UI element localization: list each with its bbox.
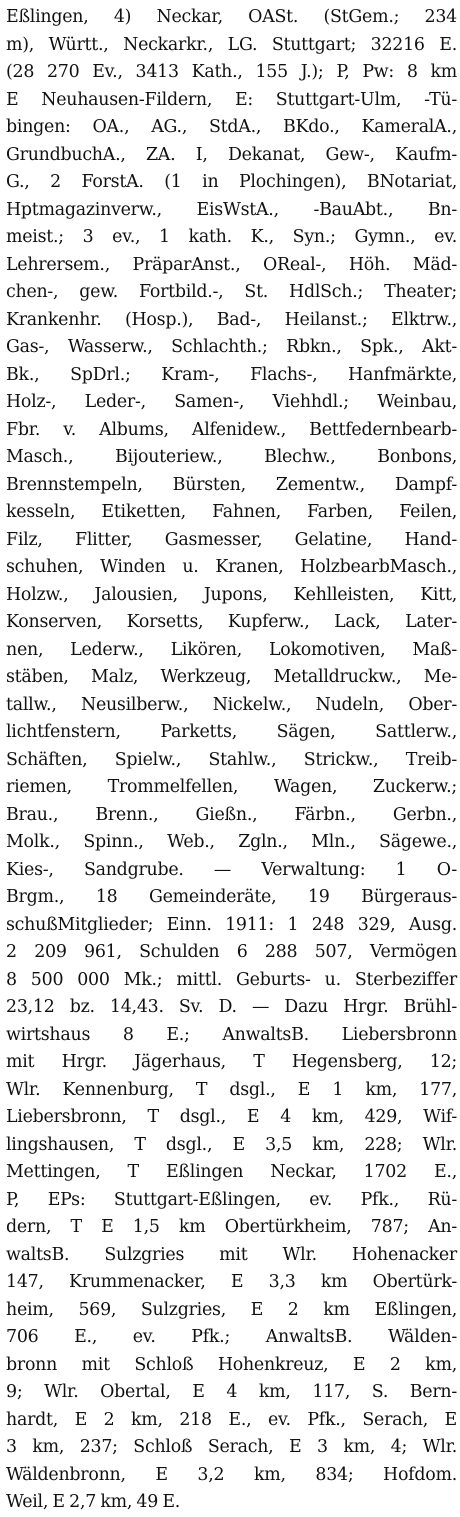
entry-line: Hptmagazinverw., EisWstA., -BauAbt., Bn- — [6, 199, 457, 220]
entry-line: Gas-, Wasserw., Schlachth.; Rbkn., Spk., Akt- — [6, 337, 457, 357]
entry-line: waltsB. Sulzgries mit Wlr. Hohenacker — [6, 1244, 457, 1265]
entry-line: GrundbuchA., ZA. I, Dekanat, Gew-, Kaufm- — [6, 144, 457, 165]
entry-line: 2 209 961, Schulden 6 288 507, Vermögen — [6, 942, 457, 962]
entry-line: wirtshaus 8 E.; AnwaltsB. Liebersbronn — [6, 1024, 457, 1045]
entry-line: Wlr. Kennenburg, T dsgl., E 1 km, 177, — [6, 1079, 457, 1100]
entry-line: 9; Wlr. Obertal, E 4 km, 117, S. Bern- — [6, 1382, 457, 1402]
entry-line: 706 E., ev. Pfk.; AnwaltsB. Wälden- — [6, 1327, 457, 1347]
entry-line: (28 270 Ev., 3413 Kath., 155 J.); P, Pw: 8 km — [6, 62, 457, 82]
entry-line: P, EPs: Stuttgart-Eßlingen, ev. Pfk., Rü- — [6, 1189, 457, 1210]
entry-line: G., 2 ForstA. (1 in Plochingen), BNotariat, — [6, 172, 457, 192]
entry-line: schußMitglieder; Einn. 1911: 1 248 329, Ausg. — [6, 914, 457, 935]
entry-line: Fbr. v. Albums, Alfenidew., Bettfedernbearb- — [6, 419, 457, 440]
entry-line: hardt, E 2 km, 218 E., ev. Pfk., Serach, E — [6, 1409, 457, 1430]
entry-line: Bk., SpDrl.; Kram-, Flachs-, Hanfmärkte, — [6, 364, 457, 385]
entry-line: bingen: OA., AG., StdA., BKdo., KameralA., — [6, 117, 457, 137]
entry-line: Brgm., 18 Gemeinderäte, 19 Bürgeraus- — [6, 887, 457, 907]
entry-line: m), Württ., Neckarkr., LG. Stuttgart; 32216 E. — [6, 34, 457, 55]
entry-line: dern, T E 1,5 km Obertürkheim, 787; An- — [6, 1217, 457, 1237]
entry-line: riemen, Trommelfellen, Wagen, Zuckerw.; — [6, 777, 457, 797]
entry-line: nen, Lederw., Likören, Lokomotiven, Maß- — [6, 639, 457, 660]
entry-line: Kies-, Sandgrube. — Verwaltung: 1 O- — [6, 859, 457, 880]
entry-line: Krankenhr. (Hosp.), Bad-, Heilanst.; Elktrw., — [6, 309, 457, 330]
entry-line: Mettingen, T Eßlingen Neckar, 1702 E., — [6, 1162, 457, 1182]
entry-line: kesseln, Etiketten, Fahnen, Farben, Feilen, — [6, 502, 457, 522]
entry-line: Lehrersem., PräparAnst., OReal-, Höh. Mäd- — [6, 254, 457, 275]
entry-line: Brennstempeln, Bürsten, Zementw., Dampf- — [6, 474, 457, 495]
entry-line: Schäften, Spielw., Stahlw., Strickw., Treib- — [6, 749, 457, 770]
entry-line: E Neuhausen-Fildern, E: Stuttgart-Ulm, -Tü- — [6, 89, 457, 110]
entry-line: Holz-, Leder-, Samen-, Viehhdl.; Weinbau, — [6, 392, 457, 412]
entry-line: stäben, Malz, Werkzeug, Metalldruckw., Me- — [6, 667, 457, 687]
entry-line: lingshausen, T dsgl., E 3,5 km, 228; Wlr. — [6, 1134, 457, 1155]
entry-line: schuhen, Winden u. Kranen, HolzbearbMasch., — [6, 557, 457, 577]
entry-line: heim, 569, Sulzgries, E 2 km Eßlingen, — [6, 1299, 457, 1320]
entry-line: Holzw., Jalousien, Jupons, Kehlleisten, Kitt, — [6, 584, 457, 605]
entry-line: mit Hrgr. Jägerhaus, T Hegensberg, 12; — [6, 1052, 457, 1072]
entry-line: 8 500 000 Mk.; mittl. Geburts- u. Sterbeziffer — [6, 969, 457, 990]
entry-line: Liebersbronn, T dsgl., E 4 km, 429, Wif- — [6, 1107, 457, 1127]
entry-line: lichtfenstern, Parketts, Sägen, Sattlerw., — [6, 722, 457, 742]
entry-line: bronn mit Schloß Hohenkreuz, E 2 km, — [6, 1354, 457, 1375]
entry-line: Filz, Flitter, Gasmesser, Gelatine, Hand- — [6, 529, 457, 550]
entry-line: 23,12 bz. 14,43. Sv. D. — Dazu Hrgr. Brühl- — [6, 997, 457, 1017]
entry-line: Molk., Spinn., Web., Zgln., Mln., Sägewe., — [6, 832, 457, 852]
entry-line: Weil, E 2,7 km, 49 E. — [6, 1492, 181, 1512]
entry-line: tallw., Neusilberw., Nickelw., Nudeln, Ober- — [6, 694, 457, 715]
entry-line: chen-, gew. Fortbild.-, St. HdlSch.; Theater; — [6, 282, 457, 302]
entry-line: Konserven, Korsetts, Kupferw., Lack, Later- — [6, 612, 457, 632]
entry-line: Masch., Bijouteriew., Blechw., Bonbons, — [6, 447, 457, 467]
entry-line: 147, Krummenacker, E 3,3 km Obertürk- — [6, 1272, 457, 1292]
entry-line: Brau., Brenn., Gießn., Färbn., Gerbn., — [6, 804, 457, 825]
entry-line: meist.; 3 ev., 1 kath. K., Syn.; Gymn., ev. — [6, 227, 457, 247]
entry-line: Eßlingen, 4) Neckar, OASt. (StGem.; 234 — [6, 7, 457, 27]
entry-line: 3 km, 237; Schloß Serach, E 3 km, 4; Wlr. — [6, 1437, 457, 1457]
entry-line: Wäldenbronn, E 3,2 km, 834; Hofdom. — [6, 1464, 457, 1485]
gazetteer-entry — [6, 4, 457, 1517]
